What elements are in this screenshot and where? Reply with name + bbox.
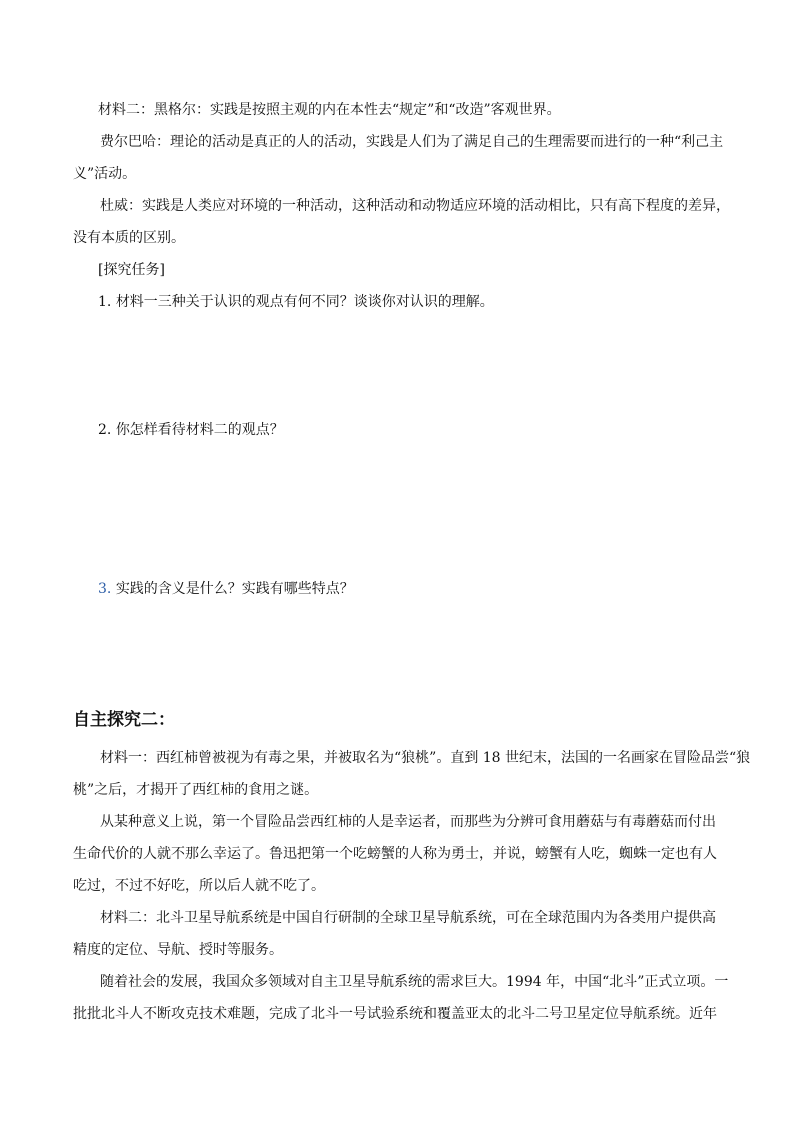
question-1-text: 材料一三种关于认识的观点有何不同？谈谈你对认识的理解。 [115, 294, 494, 310]
beidou-history-line-1: 随着社会的发展，我国众多领域对自主卫星导航系统的需求巨大。1994 年，中国“北斗”正式立项。一 [100, 974, 729, 990]
first-taster-line-1: 从某种意义上说，第一个冒险品尝西红柿的人是幸运者，而那些为分辨可食用蘑菇与有毒蘑菇而付出 [100, 814, 716, 830]
beidou-material-paragraph [73, 902, 721, 966]
section-title-inquiry-two: 自主探究二： [73, 710, 175, 730]
question-3-number: 3. [98, 581, 112, 597]
first-taster-line-3: 吃过，不过不好吃，所以后人就不吃了。 [73, 878, 325, 894]
beidou-line-2: 精度的定位、导航、授时等服务。 [73, 942, 283, 958]
question-2 [98, 414, 720, 446]
task-label-block [98, 254, 720, 286]
dewey-line-1: 杜威：实践是人类应对环境的一种活动，这种活动和动物适应环境的活动相比，只有高下程度的差异， [100, 198, 730, 214]
question-2-text: 你怎样看待材料二的观点？ [115, 422, 284, 438]
task-label: [探究任务] [98, 262, 165, 278]
first-taster-line-2: 生命代价的人就不那么幸运了。鲁迅把第一个吃螃蟹的人称为勇士，并说，螃蟹有人吃，蜘蛛一定也有人 [73, 846, 717, 862]
question-1 [98, 286, 720, 318]
question-2-number: 2. [98, 422, 112, 438]
material-two-heger [98, 94, 720, 126]
question-3 [98, 573, 720, 605]
heger-line: 材料二：黑格尔：实践是按照主观的内在本性去“规定”和“改造”客观世界。 [98, 102, 561, 118]
tomato-line-2: 桃”之后，才揭开了西红柿的食用之谜。 [73, 782, 319, 798]
feuerbach-line-2: 义”活动。 [73, 166, 137, 182]
beidou-history-paragraph [73, 966, 729, 1030]
beidou-line-1: 材料二：北斗卫星导航系统是中国自行研制的全球卫星导航系统，可在全球范围内为各类用户提供高 [100, 910, 716, 926]
beidou-history-line-2: 批批北斗人不断攻克技术难题，完成了北斗一号试验系统和覆盖亚太的北斗二号卫星定位导航系统。近年 [73, 1006, 717, 1022]
first-taster-paragraph [73, 806, 721, 902]
feuerbach-paragraph [73, 126, 724, 190]
tomato-paragraph [73, 742, 751, 806]
dewey-line-2: 没有本质的区别。 [73, 230, 185, 246]
feuerbach-line-1: 费尔巴哈：理论的活动是真正的人的活动，实践是人们为了满足自己的生理需要而进行的一种“利己主 [100, 134, 724, 150]
dewey-paragraph [73, 190, 730, 254]
question-3-text: 实践的含义是什么？实践有哪些特点？ [115, 581, 354, 597]
question-1-number: 1. [98, 294, 112, 310]
tomato-line-1: 材料一：西红柿曾被视为有毒之果，并被取名为“狼桃”。直到 18 世纪末，法国的一名画家在冒险品尝“狼 [100, 750, 751, 766]
